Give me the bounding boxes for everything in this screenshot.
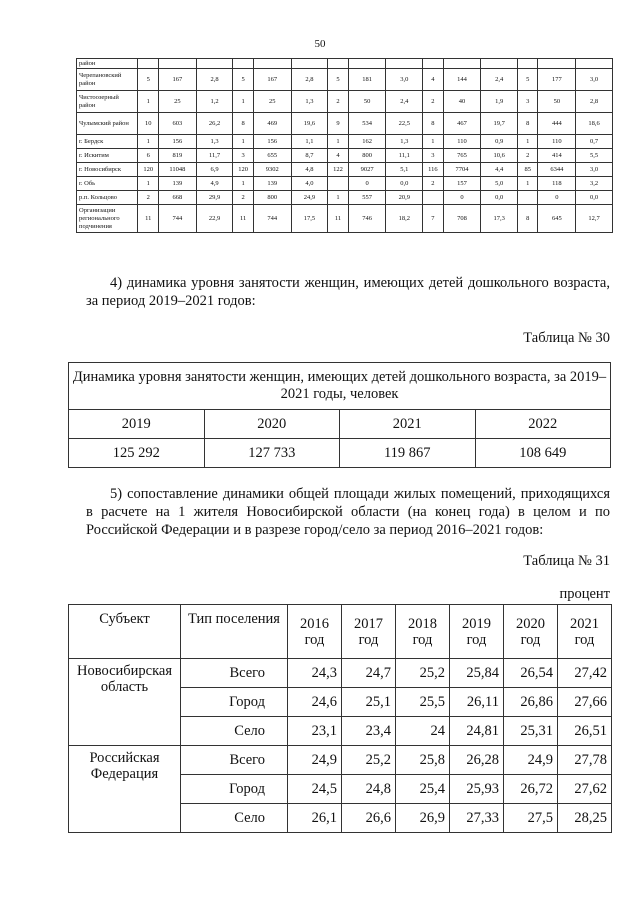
value-cell: 23,1 bbox=[288, 717, 342, 746]
table-cell: 0,0 bbox=[481, 191, 518, 205]
value-cell: 24,7 bbox=[342, 659, 396, 688]
value-cell: 24,9 bbox=[288, 746, 342, 775]
settlement-type-cell: Село bbox=[181, 717, 288, 746]
table-cell: 4 bbox=[423, 69, 443, 91]
table-cell: 1,3 bbox=[291, 91, 328, 113]
row-name: г. Искитим bbox=[77, 149, 138, 163]
value-cell: 26,11 bbox=[450, 688, 504, 717]
value-cell: 26,28 bbox=[450, 746, 504, 775]
table-cell: 139 bbox=[253, 177, 291, 191]
table-cell: 3 bbox=[517, 91, 537, 113]
table-cell: 24,9 bbox=[291, 191, 328, 205]
value-cell: 26,51 bbox=[558, 717, 612, 746]
table-cell: 467 bbox=[443, 113, 481, 135]
table-cell: 744 bbox=[158, 205, 196, 233]
table-cell: 2 bbox=[233, 191, 253, 205]
table-cell bbox=[196, 59, 233, 69]
value-cell: 28,25 bbox=[558, 804, 612, 833]
table-cell bbox=[328, 59, 348, 69]
year-header: 2021 год bbox=[558, 605, 612, 659]
table-cell: 18,2 bbox=[386, 205, 423, 233]
table-cell bbox=[291, 59, 328, 69]
value-cell: 26,86 bbox=[504, 688, 558, 717]
table-cell: 8 bbox=[517, 205, 537, 233]
year-header: 2018 год bbox=[396, 605, 450, 659]
table-cell: 5 bbox=[138, 69, 158, 91]
year-cell: 2021 bbox=[340, 410, 476, 439]
item-4-text: 4) динамика уровня занятости женщин, имеющих детей дошкольного возраста, за период 2019–2021 годов: bbox=[86, 275, 610, 309]
table-cell: 139 bbox=[158, 177, 196, 191]
settlement-type-cell: Село bbox=[181, 804, 288, 833]
table-cell: 29,9 bbox=[196, 191, 233, 205]
table-cell: 3,2 bbox=[576, 177, 613, 191]
value-cell: 24 bbox=[396, 717, 450, 746]
table-cell: 1 bbox=[517, 135, 537, 149]
settlement-type-cell: Всего bbox=[181, 659, 288, 688]
table-cell: 800 bbox=[253, 191, 291, 205]
table-cell: 9 bbox=[328, 113, 348, 135]
table-cell: 5 bbox=[328, 69, 348, 91]
table-cell: 6344 bbox=[538, 163, 576, 177]
table-cell: 85 bbox=[517, 163, 537, 177]
table-cell: 118 bbox=[538, 177, 576, 191]
table-cell: 26,2 bbox=[196, 113, 233, 135]
table-cell: 1,3 bbox=[196, 135, 233, 149]
table-cell: 22,5 bbox=[386, 113, 423, 135]
value-cell: 25,5 bbox=[396, 688, 450, 717]
table-cell: 157 bbox=[443, 177, 481, 191]
row-name: г. Новосибирск bbox=[77, 163, 138, 177]
subject-cell: Новосибирская область bbox=[69, 659, 181, 746]
table-cell: 11 bbox=[328, 205, 348, 233]
settlement-type-cell: Город bbox=[181, 775, 288, 804]
year-header: 2017 год bbox=[342, 605, 396, 659]
value-cell: 24,8 bbox=[342, 775, 396, 804]
table-cell: 2 bbox=[423, 177, 443, 191]
table-cell: 819 bbox=[158, 149, 196, 163]
table-cell bbox=[517, 191, 537, 205]
table-row bbox=[77, 91, 613, 113]
table-cell: 1 bbox=[233, 135, 253, 149]
table-cell: 0 bbox=[348, 177, 386, 191]
table-cell: 603 bbox=[158, 113, 196, 135]
table-cell: 0,0 bbox=[576, 191, 613, 205]
table-cell: 1,2 bbox=[196, 91, 233, 113]
table-cell: 110 bbox=[443, 135, 481, 149]
table-cell: 1 bbox=[138, 135, 158, 149]
row-name: Чистоозерный район bbox=[77, 91, 138, 113]
value-cell: 25,84 bbox=[450, 659, 504, 688]
table-cell: 50 bbox=[538, 91, 576, 113]
table-cell: 8 bbox=[233, 113, 253, 135]
table-cell: 645 bbox=[538, 205, 576, 233]
year-cell: 2020 bbox=[204, 410, 340, 439]
table-cell: 2 bbox=[328, 91, 348, 113]
row-name: Черепановский район bbox=[77, 69, 138, 91]
table-cell: 122 bbox=[328, 163, 348, 177]
value-cell: 25,2 bbox=[396, 659, 450, 688]
value-cell: 27,5 bbox=[504, 804, 558, 833]
table-cell: 18,6 bbox=[576, 113, 613, 135]
table-cell: 4,8 bbox=[291, 163, 328, 177]
table-cell: 1 bbox=[328, 135, 348, 149]
table-cell: 11 bbox=[138, 205, 158, 233]
table-cell: 444 bbox=[538, 113, 576, 135]
value-cell: 25,93 bbox=[450, 775, 504, 804]
table-row bbox=[77, 177, 613, 191]
table-cell: 2,4 bbox=[386, 91, 423, 113]
table-cell: 0,7 bbox=[576, 135, 613, 149]
table-cell: 655 bbox=[253, 149, 291, 163]
table-cell: 9302 bbox=[253, 163, 291, 177]
table-cell: 116 bbox=[423, 163, 443, 177]
table-cell: 50 bbox=[348, 91, 386, 113]
table-cell: 469 bbox=[253, 113, 291, 135]
table-cell: 22,9 bbox=[196, 205, 233, 233]
value-cell: 25,1 bbox=[342, 688, 396, 717]
table-cell: 177 bbox=[538, 69, 576, 91]
table-cell: 8,7 bbox=[291, 149, 328, 163]
table-cell: 167 bbox=[158, 69, 196, 91]
table-cell: 744 bbox=[253, 205, 291, 233]
table-cell: 0 bbox=[538, 191, 576, 205]
table-row bbox=[77, 113, 613, 135]
value-cell: 24,9 bbox=[504, 746, 558, 775]
table-cell bbox=[138, 59, 158, 69]
table-cell: 1 bbox=[517, 177, 537, 191]
table-31-label: Таблица № 31 bbox=[523, 553, 610, 569]
value-cell: 108 649 bbox=[475, 439, 611, 468]
table-cell: 746 bbox=[348, 205, 386, 233]
table-cell: 534 bbox=[348, 113, 386, 135]
table-cell: 1 bbox=[233, 177, 253, 191]
value-cell: 27,66 bbox=[558, 688, 612, 717]
value-cell: 25,31 bbox=[504, 717, 558, 746]
table-cell: 4,9 bbox=[196, 177, 233, 191]
table-cell: 9027 bbox=[348, 163, 386, 177]
table-cell: 156 bbox=[253, 135, 291, 149]
table-cell: 1,1 bbox=[291, 135, 328, 149]
value-cell: 24,6 bbox=[288, 688, 342, 717]
value-cell: 27,42 bbox=[558, 659, 612, 688]
table-cell bbox=[253, 59, 291, 69]
table-cell: 6,9 bbox=[196, 163, 233, 177]
table-30-label: Таблица № 30 bbox=[523, 330, 610, 346]
table-cell: 120 bbox=[233, 163, 253, 177]
table-cell: 0,0 bbox=[386, 177, 423, 191]
table-cell: 144 bbox=[443, 69, 481, 91]
value-cell: 24,5 bbox=[288, 775, 342, 804]
table-cell: 17,5 bbox=[291, 205, 328, 233]
value-cell: 125 292 bbox=[69, 439, 205, 468]
table-cell: 1,3 bbox=[386, 135, 423, 149]
table-31 bbox=[68, 604, 612, 833]
table-cell bbox=[348, 59, 386, 69]
table-row bbox=[77, 69, 613, 91]
table-row bbox=[77, 205, 613, 233]
type-header: Тип поселения bbox=[181, 605, 288, 659]
table-cell: 0 bbox=[443, 191, 481, 205]
table-cell: 3,0 bbox=[576, 163, 613, 177]
municipal-table bbox=[76, 58, 613, 233]
table-cell: 40 bbox=[443, 91, 481, 113]
table-cell: 1 bbox=[138, 91, 158, 113]
value-cell: 26,1 bbox=[288, 804, 342, 833]
table-cell: 11 bbox=[233, 205, 253, 233]
value-cell: 27,33 bbox=[450, 804, 504, 833]
table-row bbox=[77, 163, 613, 177]
year-cell: 2019 bbox=[69, 410, 205, 439]
table-row bbox=[69, 659, 612, 688]
table-cell: 11,7 bbox=[196, 149, 233, 163]
table-cell: 120 bbox=[138, 163, 158, 177]
settlement-type-cell: Всего bbox=[181, 746, 288, 775]
year-cell: 2022 bbox=[475, 410, 611, 439]
table-cell: 7 bbox=[423, 205, 443, 233]
table-cell: 167 bbox=[253, 69, 291, 91]
table-cell: 181 bbox=[348, 69, 386, 91]
table-cell: 3,0 bbox=[576, 69, 613, 91]
row-name: г. Обь bbox=[77, 177, 138, 191]
table-cell: 17,3 bbox=[481, 205, 518, 233]
table-cell: 25 bbox=[158, 91, 196, 113]
table-cell: 5,0 bbox=[481, 177, 518, 191]
value-cell: 26,54 bbox=[504, 659, 558, 688]
value-cell: 23,4 bbox=[342, 717, 396, 746]
table-cell: 800 bbox=[348, 149, 386, 163]
table-cell bbox=[328, 177, 348, 191]
item-5-text: 5) сопоставление динамики общей площади жилых помещений, приходящихся в расчете на 1 жителя Новосибирской области (на конец года) в целом и по Российской Федерации и в разрезе город/село за период 2016–2021 годов: bbox=[86, 486, 610, 538]
table-cell: 156 bbox=[158, 135, 196, 149]
table-cell: 2 bbox=[138, 191, 158, 205]
table-cell: 3 bbox=[233, 149, 253, 163]
row-name: Чулымский район bbox=[77, 113, 138, 135]
table-cell: 2 bbox=[517, 149, 537, 163]
year-header: 2019 год bbox=[450, 605, 504, 659]
table-cell: 5 bbox=[233, 69, 253, 91]
table-cell bbox=[423, 59, 443, 69]
table-cell: 19,7 bbox=[481, 113, 518, 135]
value-cell: 25,2 bbox=[342, 746, 396, 775]
table-cell: 162 bbox=[348, 135, 386, 149]
table-cell: 3 bbox=[423, 149, 443, 163]
value-cell: 25,4 bbox=[396, 775, 450, 804]
value-cell: 25,8 bbox=[396, 746, 450, 775]
table-cell: 2,4 bbox=[481, 69, 518, 91]
table-cell: 5,1 bbox=[386, 163, 423, 177]
table-cell: 11048 bbox=[158, 163, 196, 177]
table-cell: 1,9 bbox=[481, 91, 518, 113]
table-cell bbox=[158, 59, 196, 69]
row-name: район bbox=[77, 59, 138, 69]
value-cell: 26,72 bbox=[504, 775, 558, 804]
table-cell: 10,6 bbox=[481, 149, 518, 163]
table-cell: 2,8 bbox=[291, 69, 328, 91]
table-cell: 110 bbox=[538, 135, 576, 149]
table-cell: 4,4 bbox=[481, 163, 518, 177]
table-cell: 1 bbox=[138, 177, 158, 191]
table-cell bbox=[386, 59, 423, 69]
row-name: р.п. Кольцово bbox=[77, 191, 138, 205]
table-cell: 2 bbox=[423, 91, 443, 113]
value-cell: 119 867 bbox=[340, 439, 476, 468]
table-cell: 7704 bbox=[443, 163, 481, 177]
table-cell bbox=[443, 59, 481, 69]
table-cell: 4,0 bbox=[291, 177, 328, 191]
table-cell: 12,7 bbox=[576, 205, 613, 233]
table-row bbox=[77, 135, 613, 149]
row-name: Организации регионального подчинения bbox=[77, 205, 138, 233]
table-cell bbox=[517, 59, 537, 69]
value-cell: 127 733 bbox=[204, 439, 340, 468]
value-cell: 27,78 bbox=[558, 746, 612, 775]
table-cell: 668 bbox=[158, 191, 196, 205]
table-cell: 4 bbox=[328, 149, 348, 163]
subject-cell: Российская Федерация bbox=[69, 746, 181, 833]
table-cell: 765 bbox=[443, 149, 481, 163]
table-cell bbox=[576, 59, 613, 69]
table-cell: 8 bbox=[517, 113, 537, 135]
unit-label: процент bbox=[559, 586, 610, 602]
table-cell: 2,8 bbox=[196, 69, 233, 91]
value-cell: 24,81 bbox=[450, 717, 504, 746]
table-cell: 6 bbox=[138, 149, 158, 163]
table-cell: 3,0 bbox=[386, 69, 423, 91]
table-cell: 557 bbox=[348, 191, 386, 205]
table-cell: 414 bbox=[538, 149, 576, 163]
year-header: 2020 год bbox=[504, 605, 558, 659]
year-header: 2016 год bbox=[288, 605, 342, 659]
table-cell: 0,9 bbox=[481, 135, 518, 149]
table-row bbox=[69, 746, 612, 775]
table-cell bbox=[538, 59, 576, 69]
table-row bbox=[77, 59, 613, 69]
value-cell: 27,62 bbox=[558, 775, 612, 804]
value-cell: 24,3 bbox=[288, 659, 342, 688]
table-30 bbox=[68, 362, 611, 468]
table-cell: 1 bbox=[423, 135, 443, 149]
table-cell bbox=[423, 191, 443, 205]
table-cell: 1 bbox=[328, 191, 348, 205]
table-cell: 2,8 bbox=[576, 91, 613, 113]
table-row bbox=[77, 149, 613, 163]
table-cell: 8 bbox=[423, 113, 443, 135]
value-cell: 26,9 bbox=[396, 804, 450, 833]
table-cell: 10 bbox=[138, 113, 158, 135]
table-cell: 11,1 bbox=[386, 149, 423, 163]
table-cell: 5 bbox=[517, 69, 537, 91]
table-cell: 19,6 bbox=[291, 113, 328, 135]
table-cell bbox=[233, 59, 253, 69]
table-cell: 1 bbox=[233, 91, 253, 113]
subject-header: Субъект bbox=[69, 605, 181, 659]
row-name: г. Бердск bbox=[77, 135, 138, 149]
table-cell: 25 bbox=[253, 91, 291, 113]
table-cell: 708 bbox=[443, 205, 481, 233]
table-cell bbox=[481, 59, 518, 69]
table-row bbox=[77, 191, 613, 205]
table-30-title: Динамика уровня занятости женщин, имеющих детей дошкольного возраста, за 2019–2021 годы, человек bbox=[69, 363, 611, 410]
page-number: 50 bbox=[314, 38, 326, 50]
table-cell: 20,9 bbox=[386, 191, 423, 205]
value-cell: 26,6 bbox=[342, 804, 396, 833]
settlement-type-cell: Город bbox=[181, 688, 288, 717]
table-cell: 5,5 bbox=[576, 149, 613, 163]
